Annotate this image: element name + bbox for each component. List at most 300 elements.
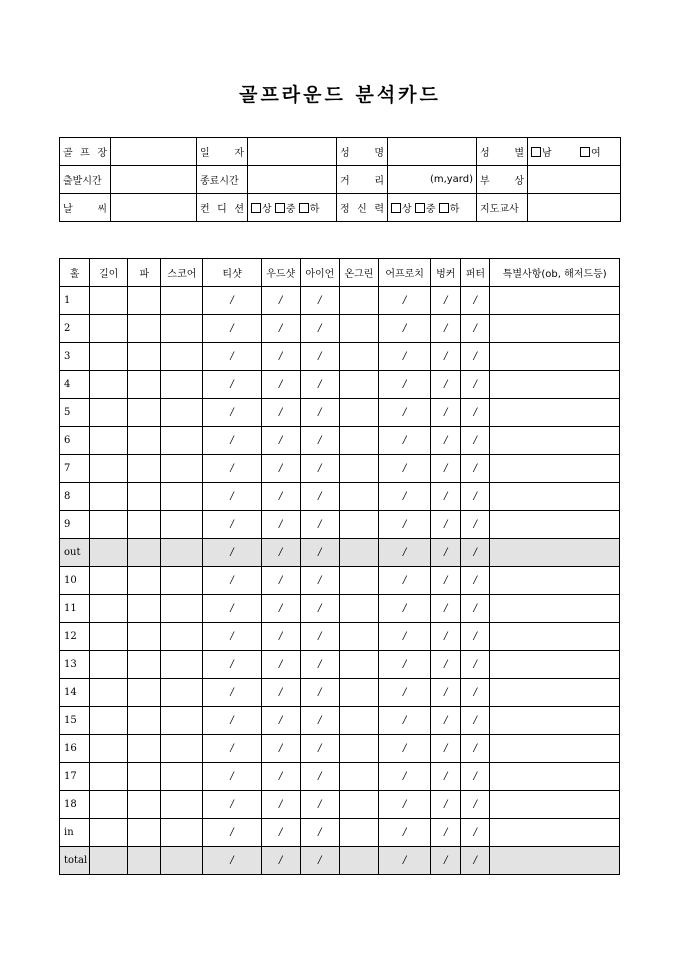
stat-cell[interactable] (461, 287, 490, 315)
stat-cell[interactable] (203, 791, 261, 819)
stat-cell[interactable] (300, 623, 339, 651)
score-cell[interactable] (490, 707, 620, 735)
slash-divider: / (473, 323, 478, 334)
condition-high-checkbox[interactable] (251, 203, 261, 213)
stat-cell[interactable] (261, 343, 300, 371)
stat-cell[interactable] (461, 735, 490, 763)
score-cell[interactable] (490, 595, 620, 623)
slash-divider: / (230, 351, 234, 362)
score-cell[interactable] (490, 483, 620, 511)
stat-cell[interactable] (431, 315, 461, 343)
coach-field[interactable] (528, 194, 621, 222)
stat-cell[interactable] (379, 399, 431, 427)
stat-cell[interactable] (261, 427, 300, 455)
hole-row (60, 595, 620, 623)
condition-mid-checkbox[interactable] (275, 203, 285, 213)
score-cell[interactable] (339, 455, 378, 483)
stat-cell[interactable] (261, 763, 300, 791)
score-cell[interactable] (490, 679, 620, 707)
score-cell[interactable] (339, 567, 378, 595)
stat-cell[interactable] (379, 287, 431, 315)
hole-row (60, 651, 620, 679)
stat-cell[interactable] (261, 371, 300, 399)
stat-cell[interactable] (431, 623, 461, 651)
score-cell[interactable] (161, 315, 203, 343)
stat-cell[interactable] (203, 595, 261, 623)
score-cell[interactable] (490, 651, 620, 679)
score-cell[interactable] (161, 707, 203, 735)
score-cell[interactable] (90, 455, 128, 483)
score-cell[interactable] (128, 567, 161, 595)
stat-cell[interactable] (300, 511, 339, 539)
hole-number: 9 (60, 511, 90, 539)
score-cell[interactable] (161, 399, 203, 427)
slash-divider: / (402, 379, 407, 390)
score-cell[interactable] (161, 763, 203, 791)
score-cell[interactable] (490, 847, 620, 875)
stat-cell[interactable] (300, 455, 339, 483)
stat-cell[interactable] (203, 315, 261, 343)
slash-divider: / (402, 463, 407, 474)
stat-cell[interactable] (431, 511, 461, 539)
stat-cell[interactable] (379, 735, 431, 763)
score-cell[interactable] (339, 483, 378, 511)
score-cell[interactable] (90, 651, 128, 679)
male-checkbox[interactable] (531, 147, 541, 157)
stat-cell[interactable] (431, 371, 461, 399)
score-cell[interactable] (339, 427, 378, 455)
slash-divider: / (318, 463, 322, 474)
slash-divider: / (402, 827, 407, 838)
stat-cell[interactable] (461, 539, 490, 567)
score-cell[interactable] (128, 287, 161, 315)
score-cell[interactable] (128, 847, 161, 875)
stat-cell[interactable] (261, 735, 300, 763)
score-cell[interactable] (128, 371, 161, 399)
stat-cell[interactable] (431, 679, 461, 707)
score-cell[interactable] (90, 595, 128, 623)
injury-field[interactable] (528, 166, 621, 194)
info-table (59, 137, 621, 222)
score-cell[interactable] (90, 847, 128, 875)
slash-divider: / (473, 855, 478, 866)
score-cell[interactable] (161, 539, 203, 567)
stat-cell[interactable] (300, 287, 339, 315)
stat-cell[interactable] (379, 483, 431, 511)
stat-cell[interactable] (203, 371, 261, 399)
score-cell[interactable] (161, 819, 203, 847)
score-cell[interactable] (90, 287, 128, 315)
stat-cell[interactable] (431, 763, 461, 791)
stat-cell[interactable] (261, 315, 300, 343)
stat-cell[interactable] (203, 567, 261, 595)
score-cell[interactable] (339, 343, 378, 371)
stat-cell[interactable] (300, 427, 339, 455)
score-cell[interactable] (90, 343, 128, 371)
score-cell[interactable] (339, 651, 378, 679)
stat-cell[interactable] (203, 651, 261, 679)
slash-divider: / (318, 743, 322, 754)
stat-cell[interactable] (203, 623, 261, 651)
mental-mid-checkbox[interactable] (415, 203, 425, 213)
stat-cell[interactable] (261, 819, 300, 847)
stat-cell[interactable] (300, 819, 339, 847)
date-field[interactable] (248, 138, 337, 166)
score-cell[interactable] (90, 371, 128, 399)
hole-row (60, 623, 620, 651)
mental-label: 정 신 력 (337, 194, 388, 222)
slash-divider: / (318, 351, 322, 362)
stat-cell[interactable] (461, 315, 490, 343)
golf-course-label: 골 프 장 (60, 138, 111, 166)
score-cell[interactable] (161, 343, 203, 371)
score-cell[interactable] (339, 735, 378, 763)
score-cell[interactable] (339, 287, 378, 315)
score-cell[interactable] (128, 707, 161, 735)
stat-cell[interactable] (261, 567, 300, 595)
score-cell[interactable] (339, 679, 378, 707)
score-cell[interactable] (339, 399, 378, 427)
stat-cell[interactable] (261, 455, 300, 483)
score-cell[interactable] (490, 399, 620, 427)
score-cell[interactable] (339, 315, 378, 343)
stat-cell[interactable] (261, 679, 300, 707)
stat-cell[interactable] (203, 343, 261, 371)
hole-row (60, 511, 620, 539)
column-header: 벙커 (431, 259, 461, 287)
stat-cell[interactable] (461, 511, 490, 539)
stat-cell[interactable] (379, 763, 431, 791)
slash-divider: / (230, 379, 234, 390)
stat-cell[interactable] (203, 399, 261, 427)
score-cell[interactable] (490, 763, 620, 791)
stat-cell[interactable] (461, 483, 490, 511)
score-cell[interactable] (128, 735, 161, 763)
stat-cell[interactable] (461, 595, 490, 623)
score-cell[interactable] (161, 483, 203, 511)
score-cell[interactable] (90, 623, 128, 651)
stat-cell[interactable] (261, 287, 300, 315)
score-cell[interactable] (90, 763, 128, 791)
score-cell[interactable] (490, 735, 620, 763)
stat-cell[interactable] (261, 623, 300, 651)
score-cell[interactable] (161, 455, 203, 483)
stat-cell[interactable] (431, 791, 461, 819)
female-checkbox[interactable] (580, 147, 590, 157)
score-cell[interactable] (90, 511, 128, 539)
score-cell[interactable] (161, 511, 203, 539)
stat-cell[interactable] (461, 679, 490, 707)
stat-cell[interactable] (300, 791, 339, 819)
stat-cell[interactable] (300, 595, 339, 623)
stat-cell[interactable] (261, 595, 300, 623)
stat-cell[interactable] (431, 819, 461, 847)
stat-cell[interactable] (261, 483, 300, 511)
stat-cell[interactable] (203, 483, 261, 511)
start-time-field[interactable] (111, 166, 197, 194)
stat-cell[interactable] (300, 539, 339, 567)
stat-cell[interactable] (203, 679, 261, 707)
slash-divider: / (444, 435, 448, 446)
score-cell[interactable] (339, 763, 378, 791)
stat-cell[interactable] (203, 847, 261, 875)
stat-cell[interactable] (203, 287, 261, 315)
score-cell[interactable] (339, 847, 378, 875)
score-cell[interactable] (161, 679, 203, 707)
slash-divider: / (473, 463, 478, 474)
slash-divider: / (444, 547, 448, 558)
stat-cell[interactable] (461, 623, 490, 651)
score-cell[interactable] (90, 791, 128, 819)
score-cell[interactable] (339, 539, 378, 567)
score-cell[interactable] (490, 315, 620, 343)
score-cell[interactable] (161, 595, 203, 623)
stat-cell[interactable] (461, 847, 490, 875)
score-cell[interactable] (161, 623, 203, 651)
stat-cell[interactable] (300, 679, 339, 707)
column-header: 어프로치 (379, 259, 431, 287)
stat-cell[interactable] (379, 679, 431, 707)
stat-cell[interactable] (461, 427, 490, 455)
stat-cell[interactable] (300, 399, 339, 427)
score-cell[interactable] (339, 791, 378, 819)
score-cell[interactable] (128, 651, 161, 679)
stat-cell[interactable] (203, 427, 261, 455)
stat-cell[interactable] (431, 399, 461, 427)
slash-divider: / (279, 771, 283, 782)
score-cell[interactable] (490, 455, 620, 483)
hole-row (60, 399, 620, 427)
mental-low-label: 하 (449, 204, 460, 215)
golf-course-field[interactable] (111, 138, 197, 166)
stat-cell[interactable] (431, 567, 461, 595)
slash-divider: / (318, 771, 322, 782)
stat-cell[interactable] (261, 511, 300, 539)
condition-low-checkbox[interactable] (299, 203, 309, 213)
score-cell[interactable] (90, 679, 128, 707)
stat-cell[interactable] (300, 371, 339, 399)
score-cell[interactable] (161, 287, 203, 315)
stat-cell[interactable] (431, 735, 461, 763)
score-cell[interactable] (490, 371, 620, 399)
stat-cell[interactable] (379, 343, 431, 371)
score-cell[interactable] (90, 735, 128, 763)
stat-cell[interactable] (461, 455, 490, 483)
stat-cell[interactable] (461, 371, 490, 399)
stat-cell[interactable] (431, 427, 461, 455)
stat-cell[interactable] (431, 595, 461, 623)
slash-divider: / (444, 687, 448, 698)
hole-row (60, 735, 620, 763)
stat-cell[interactable] (461, 567, 490, 595)
score-cell[interactable] (490, 427, 620, 455)
slash-divider: / (402, 799, 407, 810)
score-cell[interactable] (128, 623, 161, 651)
stat-cell[interactable] (379, 511, 431, 539)
hole-number: 17 (60, 763, 90, 791)
score-cell[interactable] (490, 539, 620, 567)
slash-divider: / (402, 603, 407, 614)
slash-divider: / (402, 855, 407, 866)
score-cell[interactable] (128, 455, 161, 483)
score-cell[interactable] (128, 819, 161, 847)
score-cell[interactable] (161, 651, 203, 679)
stat-cell[interactable] (203, 455, 261, 483)
score-cell[interactable] (490, 791, 620, 819)
info-row (60, 138, 621, 166)
stat-cell[interactable] (203, 539, 261, 567)
stat-cell[interactable] (300, 567, 339, 595)
stat-cell[interactable] (379, 819, 431, 847)
stat-cell[interactable] (379, 455, 431, 483)
stat-cell[interactable] (261, 399, 300, 427)
stat-cell[interactable] (379, 791, 431, 819)
stat-cell[interactable] (300, 847, 339, 875)
stat-cell[interactable] (461, 707, 490, 735)
slash-divider: / (279, 659, 283, 670)
score-cell[interactable] (90, 707, 128, 735)
score-cell[interactable] (128, 483, 161, 511)
score-cell[interactable] (90, 567, 128, 595)
stat-cell[interactable] (431, 847, 461, 875)
score-cell[interactable] (90, 819, 128, 847)
score-cell[interactable] (128, 679, 161, 707)
score-cell[interactable] (128, 399, 161, 427)
column-header: 홀 (60, 259, 90, 287)
stat-cell[interactable] (431, 455, 461, 483)
stat-cell[interactable] (379, 315, 431, 343)
stat-cell[interactable] (300, 315, 339, 343)
score-cell[interactable] (90, 399, 128, 427)
score-cell[interactable] (90, 427, 128, 455)
stat-cell[interactable] (379, 847, 431, 875)
score-cell[interactable] (161, 371, 203, 399)
stat-cell[interactable] (379, 623, 431, 651)
score-cell[interactable] (339, 623, 378, 651)
stat-cell[interactable] (431, 707, 461, 735)
score-cell[interactable] (128, 343, 161, 371)
score-cell[interactable] (161, 847, 203, 875)
distance-field[interactable] (388, 166, 477, 194)
score-cell[interactable] (128, 315, 161, 343)
stat-cell[interactable] (379, 651, 431, 679)
column-header: 아이언 (300, 259, 339, 287)
score-cell[interactable] (339, 595, 378, 623)
stat-cell[interactable] (203, 763, 261, 791)
score-cell[interactable] (128, 763, 161, 791)
score-cell[interactable] (128, 427, 161, 455)
score-cell[interactable] (90, 315, 128, 343)
score-table (59, 258, 620, 875)
score-cell[interactable] (490, 511, 620, 539)
score-cell[interactable] (339, 819, 378, 847)
score-cell[interactable] (161, 567, 203, 595)
stat-cell[interactable] (203, 511, 261, 539)
stat-cell[interactable] (461, 399, 490, 427)
score-cell[interactable] (339, 371, 378, 399)
stat-cell[interactable] (261, 791, 300, 819)
stat-cell[interactable] (431, 483, 461, 511)
stat-cell[interactable] (300, 763, 339, 791)
hole-row (60, 315, 620, 343)
stat-cell[interactable] (261, 651, 300, 679)
score-cell[interactable] (128, 791, 161, 819)
slash-divider: / (230, 323, 234, 334)
score-cell[interactable] (490, 567, 620, 595)
stat-cell[interactable] (461, 651, 490, 679)
hole-number: 14 (60, 679, 90, 707)
score-cell[interactable] (490, 343, 620, 371)
score-cell[interactable] (490, 623, 620, 651)
stat-cell[interactable] (461, 343, 490, 371)
stat-cell[interactable] (300, 707, 339, 735)
weather-field[interactable] (111, 194, 197, 222)
stat-cell[interactable] (203, 707, 261, 735)
stat-cell[interactable] (300, 651, 339, 679)
stat-cell[interactable] (203, 735, 261, 763)
slash-divider: / (402, 771, 407, 782)
stat-cell[interactable] (300, 483, 339, 511)
score-cell[interactable] (128, 595, 161, 623)
slash-divider: / (444, 519, 448, 530)
slash-divider: / (318, 631, 322, 642)
stat-cell[interactable] (261, 847, 300, 875)
stat-cell[interactable] (379, 427, 431, 455)
stat-cell[interactable] (431, 287, 461, 315)
score-cell[interactable] (128, 511, 161, 539)
score-cell[interactable] (128, 539, 161, 567)
stat-cell[interactable] (461, 819, 490, 847)
stat-cell[interactable] (431, 651, 461, 679)
stat-cell[interactable] (431, 343, 461, 371)
male-label: 남 (542, 148, 552, 159)
stat-cell[interactable] (261, 539, 300, 567)
stat-cell[interactable] (203, 819, 261, 847)
score-cell[interactable] (339, 511, 378, 539)
score-cell[interactable] (490, 287, 620, 315)
stat-cell[interactable] (261, 707, 300, 735)
score-cell[interactable] (90, 483, 128, 511)
score-cell[interactable] (90, 539, 128, 567)
stat-cell[interactable] (431, 539, 461, 567)
slash-divider: / (444, 407, 448, 418)
stat-cell[interactable] (379, 707, 431, 735)
stat-cell[interactable] (461, 763, 490, 791)
slash-divider: / (444, 463, 448, 474)
name-field[interactable] (388, 138, 477, 166)
stat-cell[interactable] (461, 791, 490, 819)
score-cell[interactable] (161, 735, 203, 763)
hole-number: out (60, 539, 90, 567)
stat-cell[interactable] (300, 343, 339, 371)
score-cell[interactable] (490, 819, 620, 847)
stat-cell[interactable] (379, 567, 431, 595)
stat-cell[interactable] (379, 595, 431, 623)
score-cell[interactable] (339, 707, 378, 735)
stat-cell[interactable] (379, 539, 431, 567)
stat-cell[interactable] (379, 371, 431, 399)
slash-divider: / (473, 435, 478, 446)
score-cell[interactable] (161, 427, 203, 455)
end-time-field[interactable] (248, 166, 337, 194)
mental-low-checkbox[interactable] (439, 203, 449, 213)
stat-cell[interactable] (300, 735, 339, 763)
mental-high-checkbox[interactable] (391, 203, 401, 213)
slash-divider: / (444, 827, 448, 838)
score-cell[interactable] (161, 791, 203, 819)
condition-low-label: 하 (309, 204, 320, 215)
slash-divider: / (230, 715, 234, 726)
